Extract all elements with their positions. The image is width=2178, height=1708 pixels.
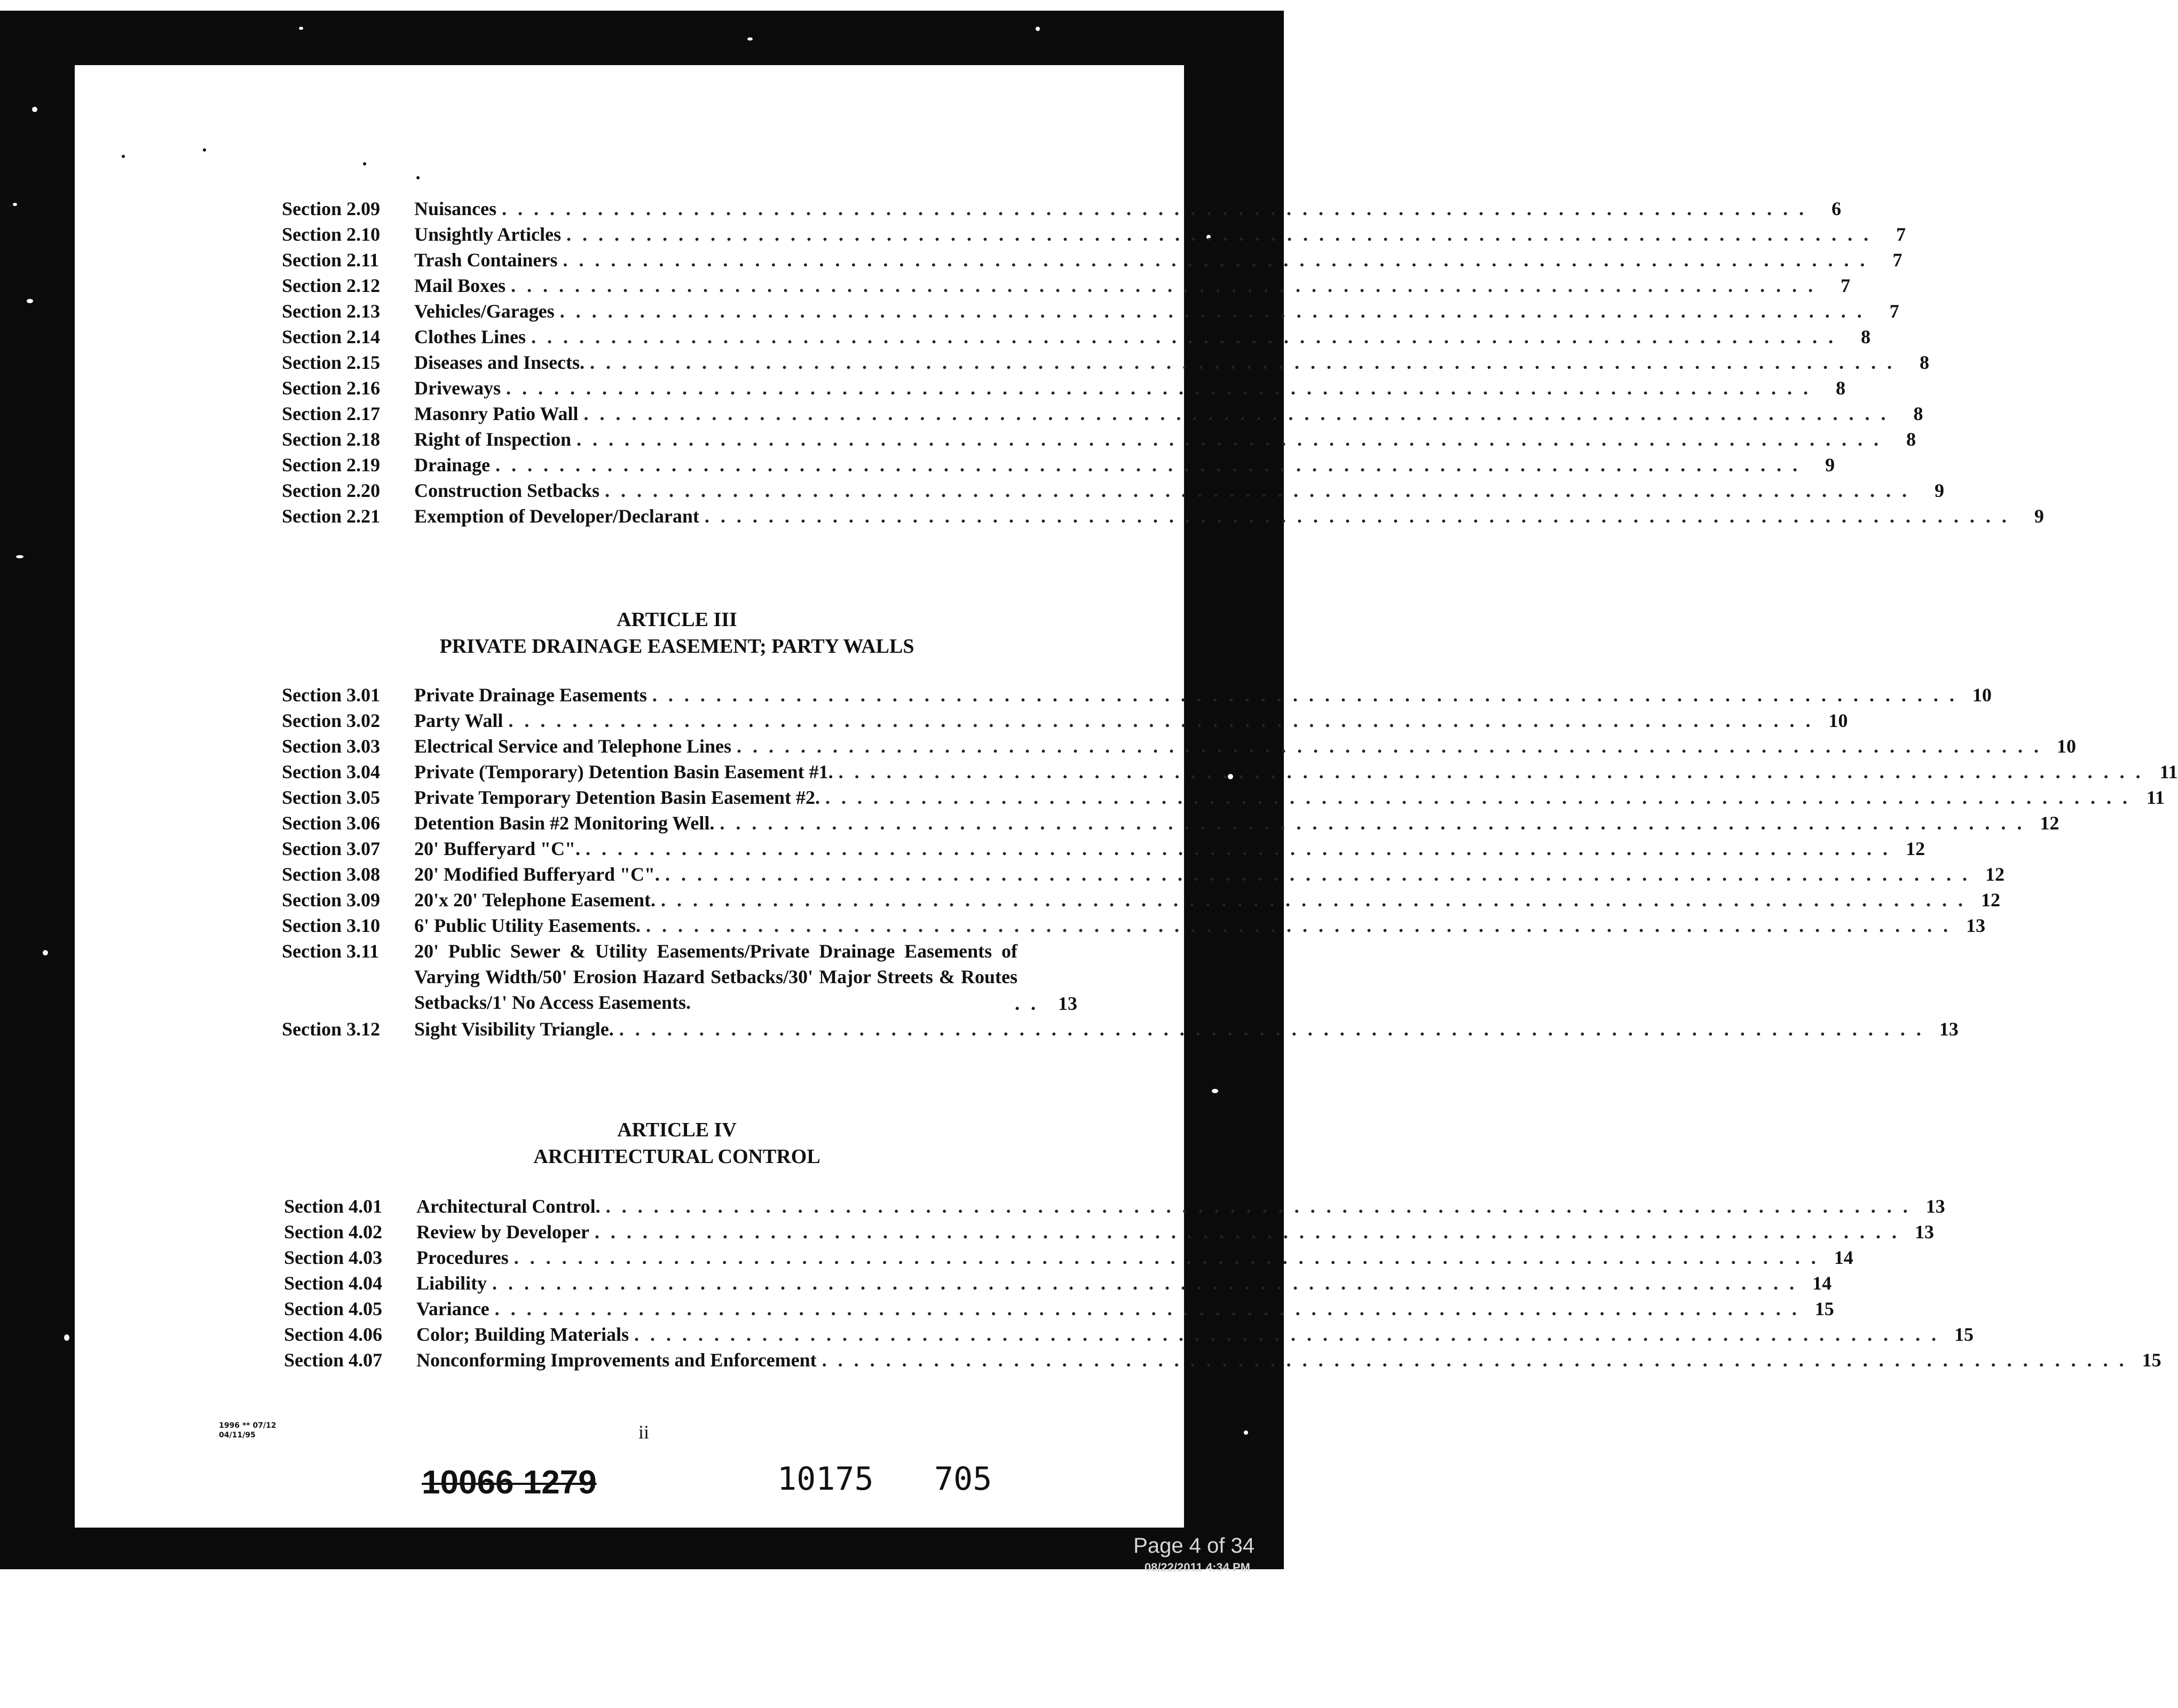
toc-article-4 [284, 1193, 2161, 1373]
scan-speck [16, 555, 23, 558]
section-title: 6' Public Utility Easements. [414, 915, 641, 936]
toc-entry: Section 2.16 Driveways . . . . . . . . . . . . . . . . . . . . . . . . . . . . . . . . . . . . . . . . . . . . . . . . . . . . . . . . . . . . . . . . . . . . . . . . . . . . . . . . . . 8 [282, 375, 1077, 401]
toc-entry: Section 3.05 Private Temporary Detention Basin Easement #2. . . . . . . . . . . . . . . . . . . . . . . . . . . . . . . . . . . . . . . . . . . . . . . . . . . . . . . . . . . . . . . . . . . . . . . . . . . . . . . . . . . 11 [282, 785, 1077, 810]
section-number: Section 2.20 [282, 480, 380, 501]
section-title: Color; Building Materials [416, 1324, 629, 1345]
document-code-line: 1996 ** 07/12 [219, 1421, 277, 1430]
section-title: Trash Containers [414, 249, 558, 271]
section-title: Nonconforming Improvements and Enforcement [416, 1349, 817, 1371]
page-number: 6 [1832, 198, 1842, 219]
recording-book-number: 10175 [777, 1460, 874, 1498]
page-number: 12 [2040, 812, 2059, 834]
section-title: Variance [416, 1298, 490, 1319]
page-number: 14 [1834, 1247, 1853, 1268]
article-title: ARCHITECTURAL CONTROL [533, 1145, 820, 1168]
section-number: Section 2.13 [282, 301, 380, 322]
section-number: Section 3.03 [282, 736, 380, 757]
page-number: 14 [1812, 1272, 1832, 1294]
section-number: Section 4.06 [284, 1324, 382, 1345]
section-title: Liability [416, 1272, 487, 1294]
page-number: 15 [1814, 1298, 1834, 1319]
toc-entry: Section 4.05 Variance . . . . . . . . . . . . . . . . . . . . . . . . . . . . . . . . . . . . . . . . . . . . . . . . . . . . . . . . . . . . . . . . . . . . . . . . . . . . . . . . . . 15 [284, 1296, 1079, 1322]
document-code [219, 1421, 276, 1440]
section-number: Section 4.04 [284, 1272, 382, 1294]
section-title: Drainage [414, 454, 490, 476]
toc-entry: Section 4.02 Review by Developer . . . . . . . . . . . . . . . . . . . . . . . . . . . . . . . . . . . . . . . . . . . . . . . . . . . . . . . . . . . . . . . . . . . . . . . . . . . . . . . . . . 13 [284, 1219, 1079, 1245]
toc-entry: Section 4.04 Liability . . . . . . . . . . . . . . . . . . . . . . . . . . . . . . . . . . . . . . . . . . . . . . . . . . . . . . . . . . . . . . . . . . . . . . . . . . . . . . . . . . 14 [284, 1270, 1079, 1296]
page-number: 12 [1905, 838, 1925, 859]
toc-entry: Section 2.12 Mail Boxes . . . . . . . . . . . . . . . . . . . . . . . . . . . . . . . . . . . . . . . . . . . . . . . . . . . . . . . . . . . . . . . . . . . . . . . . . . . . . . . . . . 7 [282, 273, 1077, 298]
section-number: Section 4.01 [284, 1196, 382, 1217]
section-number: Section 3.12 [282, 1018, 380, 1040]
page-number: 15 [1954, 1324, 1974, 1345]
section-number: Section 3.09 [282, 889, 380, 911]
toc-entry: Section 2.10 Unsightly Articles . . . . . . . . . . . . . . . . . . . . . . . . . . . . . . . . . . . . . . . . . . . . . . . . . . . . . . . . . . . . . . . . . . . . . . . . . . . . . . . . . . 7 [282, 222, 1077, 247]
section-title: Private Drainage Easements [414, 684, 647, 706]
scan-speck [32, 107, 37, 112]
scan-speck [27, 299, 33, 303]
section-number: Section 3.11 [282, 940, 380, 962]
page-speck [363, 162, 366, 165]
scan-speck [1244, 1430, 1248, 1435]
section-title: Masonry Patio Wall [414, 403, 579, 424]
toc-entry: Section 4.06 Color; Building Materials . . . . . . . . . . . . . . . . . . . . . . . . . . . . . . . . . . . . . . . . . . . . . . . . . . . . . . . . . . . . . . . . . . . . . . . . . . . . . . . . . . 15 [284, 1322, 1079, 1347]
article-number: ARTICLE III [617, 608, 737, 631]
page-number: 7 [1889, 301, 1899, 322]
toc-entry: Section 3.07 20' Bufferyard "C". . . . . . . . . . . . . . . . . . . . . . . . . . . . . . . . . . . . . . . . . . . . . . . . . . . . . . . . . . . . . . . . . . . . . . . . . . . . . . . . . . . 12 [282, 836, 1077, 861]
section-title: Clothes Lines [414, 326, 526, 347]
page-number: 9 [1935, 480, 1945, 501]
scan-speck [1212, 1089, 1218, 1093]
page-number: 13 [1058, 993, 1077, 1014]
toc-entry: Section 2.13 Vehicles/Garages . . . . . . . . . . . . . . . . . . . . . . . . . . . . . . . . . . . . . . . . . . . . . . . . . . . . . . . . . . . . . . . . . . . . . . . . . . . . . . . . . . 7 [282, 298, 1077, 324]
document-code-date: 04/11/95 [219, 1431, 256, 1440]
section-number: Section 2.17 [282, 403, 380, 424]
page-speck [203, 148, 206, 152]
section-number: Section 3.08 [282, 864, 380, 885]
section-title: Diseases and Insects. [414, 352, 585, 373]
toc-article-3 [282, 682, 2178, 1042]
print-timestamp: 08/22/2011 4:34 PM [1144, 1561, 1250, 1574]
section-number: Section 4.03 [284, 1247, 382, 1268]
section-title: Nuisances [414, 198, 497, 219]
toc-entry: Section 2.14 Clothes Lines . . . . . . . . . . . . . . . . . . . . . . . . . . . . . . . . . . . . . . . . . . . . . . . . . . . . . . . . . . . . . . . . . . . . . . . . . . . . . . . . . . 8 [282, 324, 1077, 350]
page-number: 8 [1835, 377, 1845, 399]
section-title: Electrical Service and Telephone Lines [414, 736, 731, 757]
page-number: 11 [2146, 787, 2165, 808]
toc-entry: Section 4.07 Nonconforming Improvements and Enforcement . . . . . . . . . . . . . . . . . . . . . . . . . . . . . . . . . . . . . . . . . . . . . . . . . . . . . . . . . . . . . . . . . . . . . . . . . . . . . . . . . . 15 [284, 1347, 1079, 1373]
page-number: 7 [1840, 275, 1850, 296]
section-title: Procedures [416, 1247, 509, 1268]
scan-speck [13, 203, 17, 206]
toc-entry: Section 3.08 20' Modified Bufferyard "C". . . . . . . . . . . . . . . . . . . . . . . . . . . . . . . . . . . . . . . . . . . . . . . . . . . . . . . . . . . . . . . . . . . . . . . . . . . . . . . . . . . 12 [282, 861, 1077, 887]
article-number: ARTICLE IV [617, 1119, 737, 1141]
section-number: Section 3.01 [282, 684, 380, 706]
toc-entry: Section 3.02 Party Wall . . . . . . . . . . . . . . . . . . . . . . . . . . . . . . . . . . . . . . . . . . . . . . . . . . . . . . . . . . . . . . . . . . . . . . . . . . . . . . . . . . 10 [282, 708, 1077, 733]
scan-speck [299, 27, 303, 30]
recording-page-number: 705 [934, 1460, 992, 1498]
toc-entry: Section 2.15 Diseases and Insects. . . . . . . . . . . . . . . . . . . . . . . . . . . . . . . . . . . . . . . . . . . . . . . . . . . . . . . . . . . . . . . . . . . . . . . . . . . . . . . . . . . 8 [282, 350, 1077, 375]
section-number: Section 4.05 [284, 1298, 382, 1319]
page-number: 13 [1914, 1221, 1934, 1243]
section-number: Section 2.09 [282, 198, 380, 219]
section-number: Section 2.11 [282, 249, 380, 271]
toc-entry: Section 2.19 Drainage . . . . . . . . . . . . . . . . . . . . . . . . . . . . . . . . . . . . . . . . . . . . . . . . . . . . . . . . . . . . . . . . . . . . . . . . . . . . . . . . . . 9 [282, 452, 1077, 478]
section-title: Private (Temporary) Detention Basin Easement #1. [414, 761, 833, 782]
section-number: Section 4.02 [284, 1221, 382, 1243]
toc-entry: Section 2.17 Masonry Patio Wall . . . . . . . . . . . . . . . . . . . . . . . . . . . . . . . . . . . . . . . . . . . . . . . . . . . . . . . . . . . . . . . . . . . . . . . . . . . . . . . . . . 8 [282, 401, 1077, 426]
page-number: 10 [1972, 684, 1992, 706]
toc-entry-multiline: Section 3.11 20' Public Sewer & Utility Easements/Private Drainage Easements of Varying Width/50' Erosion Hazard Setbacks/30' Major Streets & Routes Setbacks/1' No Access Easements. . . 13 [282, 938, 1077, 1016]
section-number: Section 2.12 [282, 275, 380, 296]
section-number: Section 3.06 [282, 812, 380, 834]
section-title: Sight Visibility Triangle. [414, 1018, 614, 1040]
section-title: Unsightly Articles [414, 224, 561, 245]
page-counter: Page 4 of 34 [1133, 1534, 1254, 1557]
scan-speck [1036, 27, 1040, 31]
section-number: Section 3.10 [282, 915, 380, 936]
section-title: 20' Bufferyard "C". [414, 838, 580, 859]
article-3-heading [282, 606, 1072, 660]
section-number: Section 2.21 [282, 505, 380, 527]
page-number: 9 [2034, 505, 2044, 527]
page-number: 13 [1966, 915, 1985, 936]
section-number: Section 3.04 [282, 761, 380, 782]
section-number: Section 2.18 [282, 429, 380, 450]
toc-entry: Section 2.11 Trash Containers . . . . . . . . . . . . . . . . . . . . . . . . . . . . . . . . . . . . . . . . . . . . . . . . . . . . . . . . . . . . . . . . . . . . . . . . . . . . . . . . . . 7 [282, 247, 1077, 273]
section-number: Section 3.05 [282, 787, 380, 808]
section-title: Right of Inspection [414, 429, 572, 450]
section-title: Mail Boxes [414, 275, 506, 296]
toc-entry: Section 4.01 Architectural Control. . . . . . . . . . . . . . . . . . . . . . . . . . . . . . . . . . . . . . . . . . . . . . . . . . . . . . . . . . . . . . . . . . . . . . . . . . . . . . . . . . . 13 [284, 1193, 1079, 1219]
crossed-out-recording-number: 10066 1279 [422, 1464, 597, 1501]
section-title: 20' Modified Bufferyard "C". [414, 864, 660, 885]
article-4-heading [282, 1117, 1072, 1170]
section-number: Section 2.16 [282, 377, 380, 399]
section-title: Detention Basin #2 Monitoring Well. [414, 812, 715, 834]
page-number: 15 [2142, 1349, 2161, 1371]
section-number: Section 2.14 [282, 326, 380, 347]
page-number: 8 [1861, 326, 1871, 347]
section-title: Private Temporary Detention Basin Easement #2. [414, 787, 820, 808]
section-title: Construction Setbacks [414, 480, 600, 501]
page-number: 8 [1913, 403, 1923, 424]
toc-entry: Section 3.03 Electrical Service and Telephone Lines . . . . . . . . . . . . . . . . . . . . . . . . . . . . . . . . . . . . . . . . . . . . . . . . . . . . . . . . . . . . . . . . . . . . . . . . . . . . . . . . . . 10 [282, 733, 1077, 759]
page-number: 8 [1906, 429, 1916, 450]
toc-entry: Section 2.21 Exemption of Developer/Declarant . . . . . . . . . . . . . . . . . . . . . . . . . . . . . . . . . . . . . . . . . . . . . . . . . . . . . . . . . . . . . . . . . . . . . . . . . . . . . . . . . . 9 [282, 503, 1077, 529]
page-number: 10 [1828, 710, 1848, 731]
page-number: 12 [1985, 864, 2005, 885]
page-number: 7 [1896, 224, 1906, 245]
toc-entry: Section 4.03 Procedures . . . . . . . . . . . . . . . . . . . . . . . . . . . . . . . . . . . . . . . . . . . . . . . . . . . . . . . . . . . . . . . . . . . . . . . . . . . . . . . . . . 14 [284, 1245, 1079, 1270]
toc-entry: Section 3.01 Private Drainage Easements . . . . . . . . . . . . . . . . . . . . . . . . . . . . . . . . . . . . . . . . . . . . . . . . . . . . . . . . . . . . . . . . . . . . . . . . . . . . . . . . . . 10 [282, 682, 1077, 708]
section-number: Section 2.15 [282, 352, 380, 373]
scan-speck [43, 950, 48, 955]
scan-speck [64, 1334, 69, 1341]
page-number: 8 [1920, 352, 1930, 373]
section-title: Architectural Control. [416, 1196, 601, 1217]
page-speck [122, 155, 125, 158]
page-number: 7 [1892, 249, 1903, 271]
page-number: 9 [1825, 454, 1835, 476]
section-number: Section 2.10 [282, 224, 380, 245]
page-speck [416, 176, 420, 179]
section-number: Section 4.07 [284, 1349, 382, 1371]
toc-entry: Section 2.09 Nuisances . . . . . . . . . . . . . . . . . . . . . . . . . . . . . . . . . . . . . . . . . . . . . . . . . . . . . . . . . . . . . . . . . . . . . . . . . . . . . . . . . . 6 [282, 196, 1077, 222]
section-title: Driveways [414, 377, 501, 399]
section-title: Vehicles/Garages [414, 301, 555, 322]
page-number: 13 [1926, 1196, 1945, 1217]
section-title: Exemption of Developer/Declarant [414, 505, 699, 527]
section-title: 20' Public Sewer & Utility Easements/Private Drainage Easements of Varying Width/50' Erosion Hazard Setbacks/30' Major Streets & Routes Setbacks/1' No Access Easements. [414, 940, 1017, 1013]
section-title: Review by Developer [416, 1221, 589, 1243]
page-number: 11 [2159, 761, 2178, 782]
section-number: Section 3.07 [282, 838, 380, 859]
article-title: PRIVATE DRAINAGE EASEMENT; PARTY WALLS [439, 635, 914, 658]
page-number: 10 [2056, 736, 2076, 757]
roman-page-number: ii [638, 1421, 650, 1443]
toc-entry: Section 3.10 6' Public Utility Easements. . . . . . . . . . . . . . . . . . . . . . . . . . . . . . . . . . . . . . . . . . . . . . . . . . . . . . . . . . . . . . . . . . . . . . . . . . . . . . . . . . . 13 [282, 913, 1077, 938]
page-number: 13 [1939, 1018, 1959, 1040]
section-number: Section 3.02 [282, 710, 380, 731]
section-number: Section 2.19 [282, 454, 380, 476]
toc-entry: Section 2.18 Right of Inspection . . . . . . . . . . . . . . . . . . . . . . . . . . . . . . . . . . . . . . . . . . . . . . . . . . . . . . . . . . . . . . . . . . . . . . . . . . . . . . . . . . 8 [282, 426, 1077, 452]
scan-speck [747, 37, 753, 41]
toc-entry: Section 3.04 Private (Temporary) Detention Basin Easement #1. . . . . . . . . . . . . . . . . . . . . . . . . . . . . . . . . . . . . . . . . . . . . . . . . . . . . . . . . . . . . . . . . . . . . . . . . . . . . . . . . . . 11 [282, 759, 1077, 785]
page-number: 12 [1981, 889, 2001, 911]
toc-article-2-continued [282, 196, 2044, 529]
toc-entry: Section 3.09 20'x 20' Telephone Easement. . . . . . . . . . . . . . . . . . . . . . . . . . . . . . . . . . . . . . . . . . . . . . . . . . . . . . . . . . . . . . . . . . . . . . . . . . . . . . . . . . . 12 [282, 887, 1077, 913]
toc-entry: Section 2.20 Construction Setbacks . . . . . . . . . . . . . . . . . . . . . . . . . . . . . . . . . . . . . . . . . . . . . . . . . . . . . . . . . . . . . . . . . . . . . . . . . . . . . . . . . . 9 [282, 478, 1077, 503]
toc-entry: Section 3.06 Detention Basin #2 Monitoring Well. . . . . . . . . . . . . . . . . . . . . . . . . . . . . . . . . . . . . . . . . . . . . . . . . . . . . . . . . . . . . . . . . . . . . . . . . . . . . . . . . . . 12 [282, 810, 1077, 836]
section-title: Party Wall [414, 710, 503, 731]
toc-entry: Section 3.12 Sight Visibility Triangle. . . . . . . . . . . . . . . . . . . . . . . . . . . . . . . . . . . . . . . . . . . . . . . . . . . . . . . . . . . . . . . . . . . . . . . . . . . . . . . . . . . 13 [282, 1016, 1077, 1042]
section-title: 20'x 20' Telephone Easement. [414, 889, 656, 911]
